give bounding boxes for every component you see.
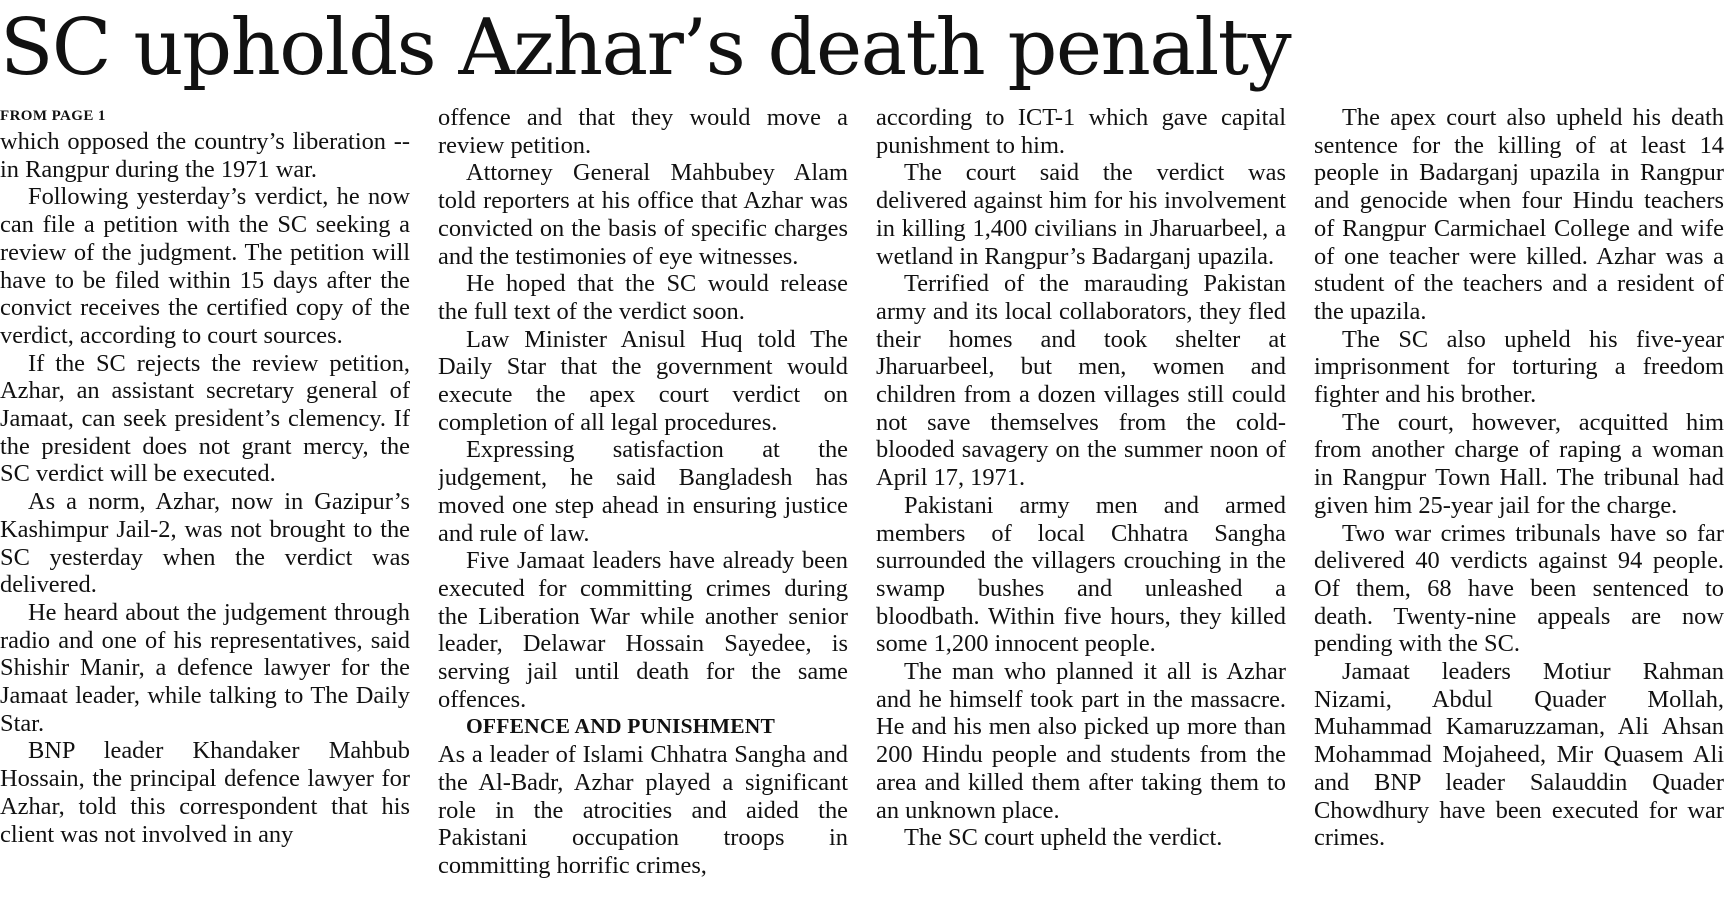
paragraph: The SC also upheld his five-year imprisonment for torturing a freedom fighter and his brother. xyxy=(1314,325,1724,409)
paragraph: The court said the verdict was delivered against him for his involvement in killing 1,400 civilians in Jharuarbeel, a wetland in Rangpur’s Badarganj upazila. xyxy=(876,159,1286,270)
paragraph: The court, however, acquitted him from another charge of raping a woman in Rangpur Town Hall. The tribunal had given him 25-year jail for the charge. xyxy=(1314,408,1724,519)
article-column-3 xyxy=(876,104,1286,910)
paragraph: Pakistani army men and armed members of local Chhatra Sangha surrounded the villagers crouching in the swamp bushes and unleashed a bloodbath. Within five hours, they killed some 1,200 innocent people. xyxy=(876,491,1286,658)
section-subhead: OFFENCE AND PUNISHMENT xyxy=(466,714,776,739)
paragraph: Law Minister Anisul Huq told The Daily Star that the government would execute the apex court verdict on completion of all legal procedures. xyxy=(438,325,848,436)
paragraph: As a leader of Islami Chhatra Sangha and the Al-Badr, Azhar played a significant role in the atrocities and aided the Pakistani occupation troops in committing horrific crimes, xyxy=(438,741,848,879)
paragraph: As a norm, Azhar, now in Gazipur’s Kashimpur Jail-2, was not brought to the SC yesterday when the verdict was delivered. xyxy=(0,488,410,599)
paragraph: He heard about the judgement through radio and one of his representatives, said Shishir Manir, a defence lawyer for the Jamaat leader, while talking to The Daily Star. xyxy=(0,598,410,737)
paragraph: which opposed the country’s liberation -- in Rangpur during the 1971 war. xyxy=(0,128,410,183)
paragraph: Following yesterday’s verdict, he now can file a petition with the SC seeking a review of the judgment. The petition will have to be filed within 15 days after the convict receives the certified copy of the verdict, according to court sources. xyxy=(0,183,410,349)
jump-label: FROM PAGE 1 xyxy=(0,108,106,124)
paragraph: Expressing satisfaction at the judgement, he said Bangladesh has moved one step ahead in ensuring justice and rule of law. xyxy=(438,436,848,547)
headline: SC upholds Azhar’s death penalty xyxy=(0,3,1291,93)
paragraph: Attorney General Mahbubey Alam told reporters at his office that Azhar was convicted on the basis of specific charges and the testimonies of eye witnesses. xyxy=(438,159,848,270)
paragraph: offence and that they would move a review petition. xyxy=(438,104,848,159)
paragraph: If the SC rejects the review petition, Azhar, an assistant secretary general of Jamaat, can seek president’s clemency. If the president does not grant mercy, the SC verdict will be executed. xyxy=(0,349,410,488)
paragraph: Five Jamaat leaders have already been executed for committing crimes during the Liberation War while another senior leader, Delawar Hossain Sayedee, is serving jail until death for the same offences. xyxy=(438,547,848,713)
paragraph: Two war crimes tribunals have so far delivered 40 verdicts against 94 people. Of them, 68 have been sentenced to death. Twenty-nine appeals are now pending with the SC. xyxy=(1314,519,1724,658)
paragraph: The man who planned it all is Azhar and he himself took part in the massacre. He and his men also picked up more than 200 Hindu people and students from the area and killed them after taking them to an unknown place. xyxy=(876,658,1286,824)
paragraph: according to ICT-1 which gave capital punishment to him. xyxy=(876,104,1286,159)
article-column-1 xyxy=(0,104,410,910)
paragraph: Terrified of the marauding Pakistan army and its local collaborators, they fled their homes and took shelter at Jharuarbeel, but men, women and children from a dozen villages still could not save themselves from the cold-blooded savagery on the summer noon of April 17, 1971. xyxy=(876,270,1286,492)
paragraph: He hoped that the SC would release the full text of the verdict soon. xyxy=(438,270,848,325)
article-column-4 xyxy=(1314,104,1724,910)
paragraph: The SC court upheld the verdict. xyxy=(904,824,1223,852)
paragraph: Jamaat leaders Motiur Rahman Nizami, Abdul Quader Mollah, Muhammad Kamaruzzaman, Ali Ahsan Mohammad Mojaheed, Mir Quasem Ali and BNP leader Salauddin Quader Chowdhury have been executed for war crimes. xyxy=(1314,658,1724,852)
article-column-2 xyxy=(438,104,848,910)
paragraph: BNP leader Khandaker Mahbub Hossain, the principal defence lawyer for Azhar, told this correspondent that his client was not involved in any xyxy=(0,737,410,848)
paragraph: The apex court also upheld his death sentence for the killing of at least 14 people in Badarganj upazila in Rangpur and genocide when four Hindu teachers of Rangpur Carmichael College and wife of one teacher were killed. Azhar was a student of the teachers and a resident of the upazila. xyxy=(1314,104,1724,325)
